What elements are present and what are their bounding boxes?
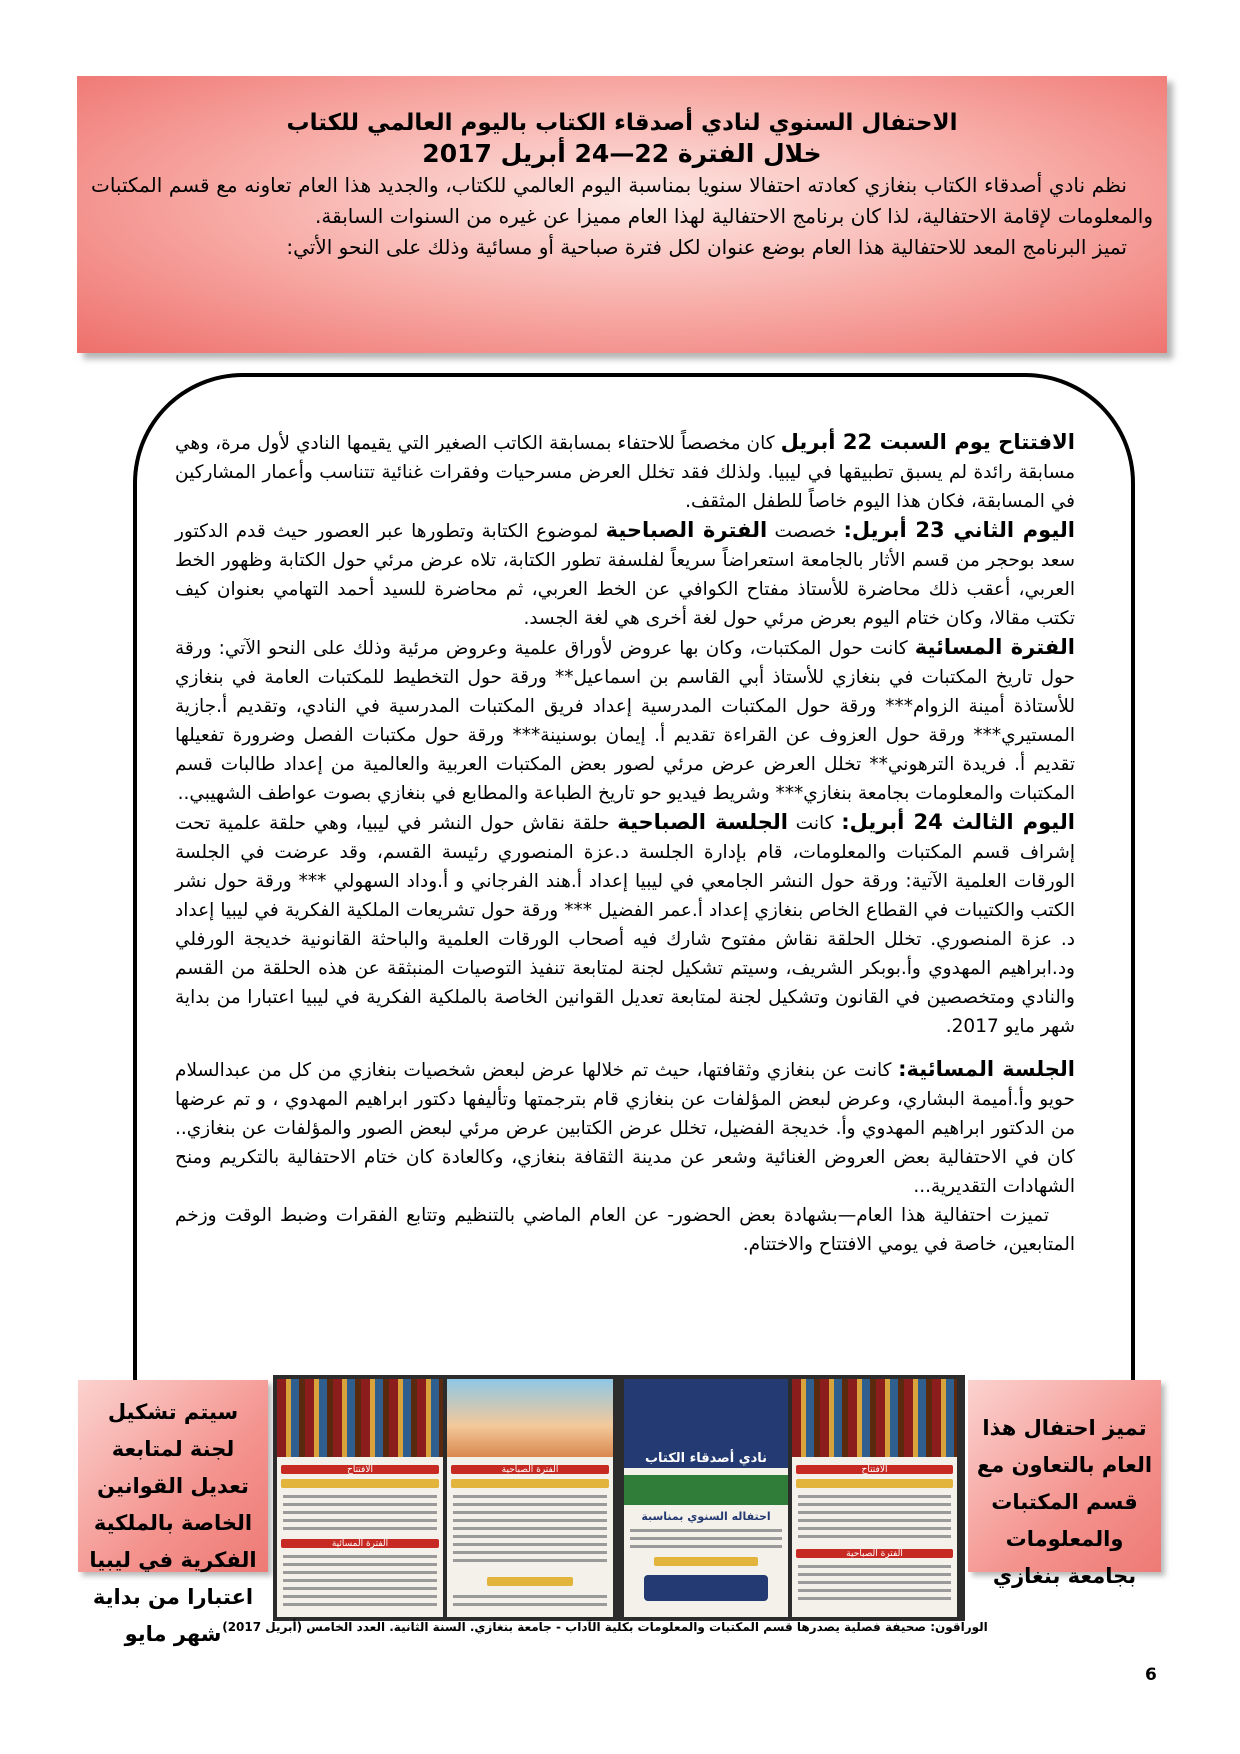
section-text: لموضوع الكتابة وتطورها عبر العصور حيث قدم الدكتور سعد بوحجر من قسم الأثار بالجامعة استعراضاً سريعاً لفلسفة تطور الكتابة، تلاه عرض مرئي حول الكتابة وظهور الخط العربي، أعقب ذلك محاضرة للأستاذ مفتاح الكوافي عن الخط العربي، ثم محاضرة للسيد أحمد التهامي بعنوان كيف تكتب مقالا، وكان ختام اليوم بعرض مرئي حول لغة أخرى هي لغة الجسد. <box>175 521 1075 629</box>
program-poster-right <box>620 1375 965 1621</box>
publication-footer: الوراقون: صحيفة فصلية يصدرها قسم المكتبات والمعلومات بكلية الآداب - جامعة بنغازي. السنة الثانية. العدد الخامس (أبريل 2017) <box>222 1620 988 1634</box>
books-image <box>277 1379 443 1457</box>
section-opening <box>175 428 1075 516</box>
header-box <box>77 76 1167 353</box>
section-text: كانت <box>787 813 842 834</box>
section-heading: اليوم الثالث 24 أبريل: <box>841 810 1075 834</box>
page-number: 6 <box>1145 1665 1157 1685</box>
article-body <box>175 428 1075 1259</box>
poster-footer-badge <box>644 1575 768 1601</box>
section-text: كانت حول المكتبات، وكان بها عروض لأوراق علمية وعروض مرئية وذلك على النحو الآتي: ورقة حول تاريخ المكتبات في بنغازي للأستاذ أبي القاسم بن اسماعيل** ورقة حول التخطيط للمكتبات العامة في بنغازي للأستاذة أمينة الزوام*** ورقة حول المكتبات المدرسية إعداد فريق المكتبات المدرسية في النادي، وتقديم أ.جازية المستيري*** ورقة حول العزوف عن القراءة تقديم أ. إيمان بوسنينة*** ورقة حول مكتبات الفصل وضرورة تفعيلها تقديم أ. فريدة الترهوني** تخلل العرض عرض مرئي لصور بعض المكتبات العربية والعالمية من إعداد طالبات قسم المكتبات والمعلومات بجامعة بنغازي*** وشريط فيديو حو تاريخ الطباعة والمطابع في بنغازي بصوت عواطف الشهيبي.. <box>175 638 1075 804</box>
section-text: كانت عن بنغازي وثقافتها، حيث تم خلالها عرض لبعض شخصيات بنغازي من كل من عبدالسلام حويو وأ.أميمة البشاري، وعرض لبعض المؤلفات عن بنغازي قام بترجمتها وتأليفها دكتور ابراهيم المهدوي ، و تم عرضها من الدكتور ابراهيم المهدوي وأ. خديجة الفضيل، تخلل عرض الكتابين عرض مرئي لبعض الصور والمؤلفات عن بنغازي.. كان في الاحتفالية بعض العروض الغنائية وشعر عن مدينة الثقافة بنغازي، وكالعادة كان ختام الاحتفالية بالتكريم ومنح الشهادات التقديرية... <box>175 1060 1075 1197</box>
children-reading-image <box>447 1379 613 1457</box>
program-poster-left <box>273 1375 621 1621</box>
poster-label: الفترة المسائية <box>331 1539 389 1549</box>
section-heading: اليوم الثاني 23 أبريل: <box>843 518 1075 542</box>
poster-label: الافتتاح <box>347 1465 373 1475</box>
section-conclusion: تميزت احتفالية هذا العام—بشهادة بعض الحضور- عن العام الماضي بالتنظيم وتتابع الفقرات وضبط الوقت وزخم المتابعين، خاصة في يومي الافتتاح والاختتام. <box>175 1205 1075 1255</box>
section-evening-session <box>175 1055 1075 1201</box>
section-text: كان مخصصاً للاحتفاء بمسابقة الكاتب الصغير التي يقيمها النادي لأول مرة، وهي مسابقة رائدة لم يسبق تطبيقها في ليبيا. ولذلك فقد تخلل العرض مسرحيات وفقرات غنائية تتناسب وأعمار المشاركين في المسابقة، فكان هذا اليوم خاصاً للطفل المثقف. <box>175 433 1075 512</box>
section-heading: الفترة المسائية <box>914 635 1075 659</box>
intro-paragraph-2: تميز البرنامج المعد للاحتفالية هذا العام بوضع عنوان لكل فترة صباحية أو مسائية وذلك على النحو الأتي: <box>286 235 1127 259</box>
poster-event-title: احتفاله السنوي بمناسبة <box>641 1510 771 1523</box>
section-day-two-evening <box>175 633 1075 808</box>
poster-panel <box>792 1379 957 1617</box>
books-image <box>792 1379 957 1457</box>
poster-panel <box>277 1379 443 1617</box>
section-day-three <box>175 808 1075 1041</box>
article-subtitle: خلال الفترة 22—24 أبريل 2017 <box>422 139 822 168</box>
poster-club-title: نادي أصدقاء الكتاب <box>624 1449 788 1468</box>
section-text: خصصت <box>767 521 844 542</box>
intro-paragraph: نظم نادي أصدقاء الكتاب بنغازي كعادته احتفالا سنويا بمناسبة اليوم العالمي للكتاب، والجديد هذا العام تعاونه مع قسم المكتبات والمعلومات لإقامة الاحتفالية، لذا كان برنامج الاحتفالية لهذا العام مميزا عن غيره من السنوات السابقة. <box>91 173 1153 228</box>
section-subheading: الفترة الصباحية <box>605 518 768 542</box>
poster-panel <box>447 1379 613 1617</box>
poster-banner <box>624 1475 788 1505</box>
callout-cooperation: تميز احتفال هذا العام بالتعاون مع قسم المكتبات والمعلومات بجامعة بنغازي <box>968 1380 1161 1572</box>
poster-panel <box>624 1379 788 1617</box>
section-heading: الافتتاح يوم السبت 22 أبريل <box>780 430 1075 454</box>
poster-label: الافتتاح <box>861 1465 888 1475</box>
poster-label: الفترة الصباحية <box>846 1549 903 1559</box>
callout-committee: سيتم تشكيل لجنة لمتابعة تعديل القوانين الخاصة بالملكية الفكرية في ليبيا اعتبارا من بداية شهر مايو <box>78 1380 268 1572</box>
section-text: حلقة نقاش حول النشر في ليبيا، وهي حلقة علمية تحت إشراف قسم المكتبات والمعلومات، قام بإدارة الجلسة د.عزة المنصوري رئيسة القسم، وقد عرضت في الجلسة الورقات العلمية الآتية: ورقة حول النشر الجامعي في ليبيا إعداد أ.هند الفرجاني و أ.وداد السهولي *** ورقة حول نشر الكتب والكتيبات في القطاع الخاص بنغازي إعداد أ.عمر الفضيل *** ورقة حول تشريعات الملكية الفكرية في ليبيا إعداد د. عزة المنصوري. تخلل الحلقة نقاش مفتوح شارك فيه أصحاب الورقات العلمية والباحثة القانونية خديجة الورفلي ود.ابراهيم المهدوي وأ.بوبكر الشريف، وسيتم تشكيل لجنة لمتابعة تنفيذ التوصيات المنبثقة عن هذه الحلقة من القسم والنادي ومتخصصين في القانون وتشكيل لجنة لمتابعة تعديل القوانين الخاصة بالملكية الفكرية في ليبيا اعتبارا من بداية شهر مايو 2017. <box>175 813 1075 1037</box>
poster-label: الفترة الصباحية <box>501 1465 559 1475</box>
section-day-two <box>175 516 1075 633</box>
section-subheading: الجلسة الصباحية <box>617 810 788 834</box>
article-title: الاحتفال السنوي لنادي أصدقاء الكتاب باليوم العالمي للكتاب <box>286 110 958 136</box>
section-heading: الجلسة المسائية: <box>898 1057 1075 1081</box>
club-logo-area <box>624 1379 788 1449</box>
